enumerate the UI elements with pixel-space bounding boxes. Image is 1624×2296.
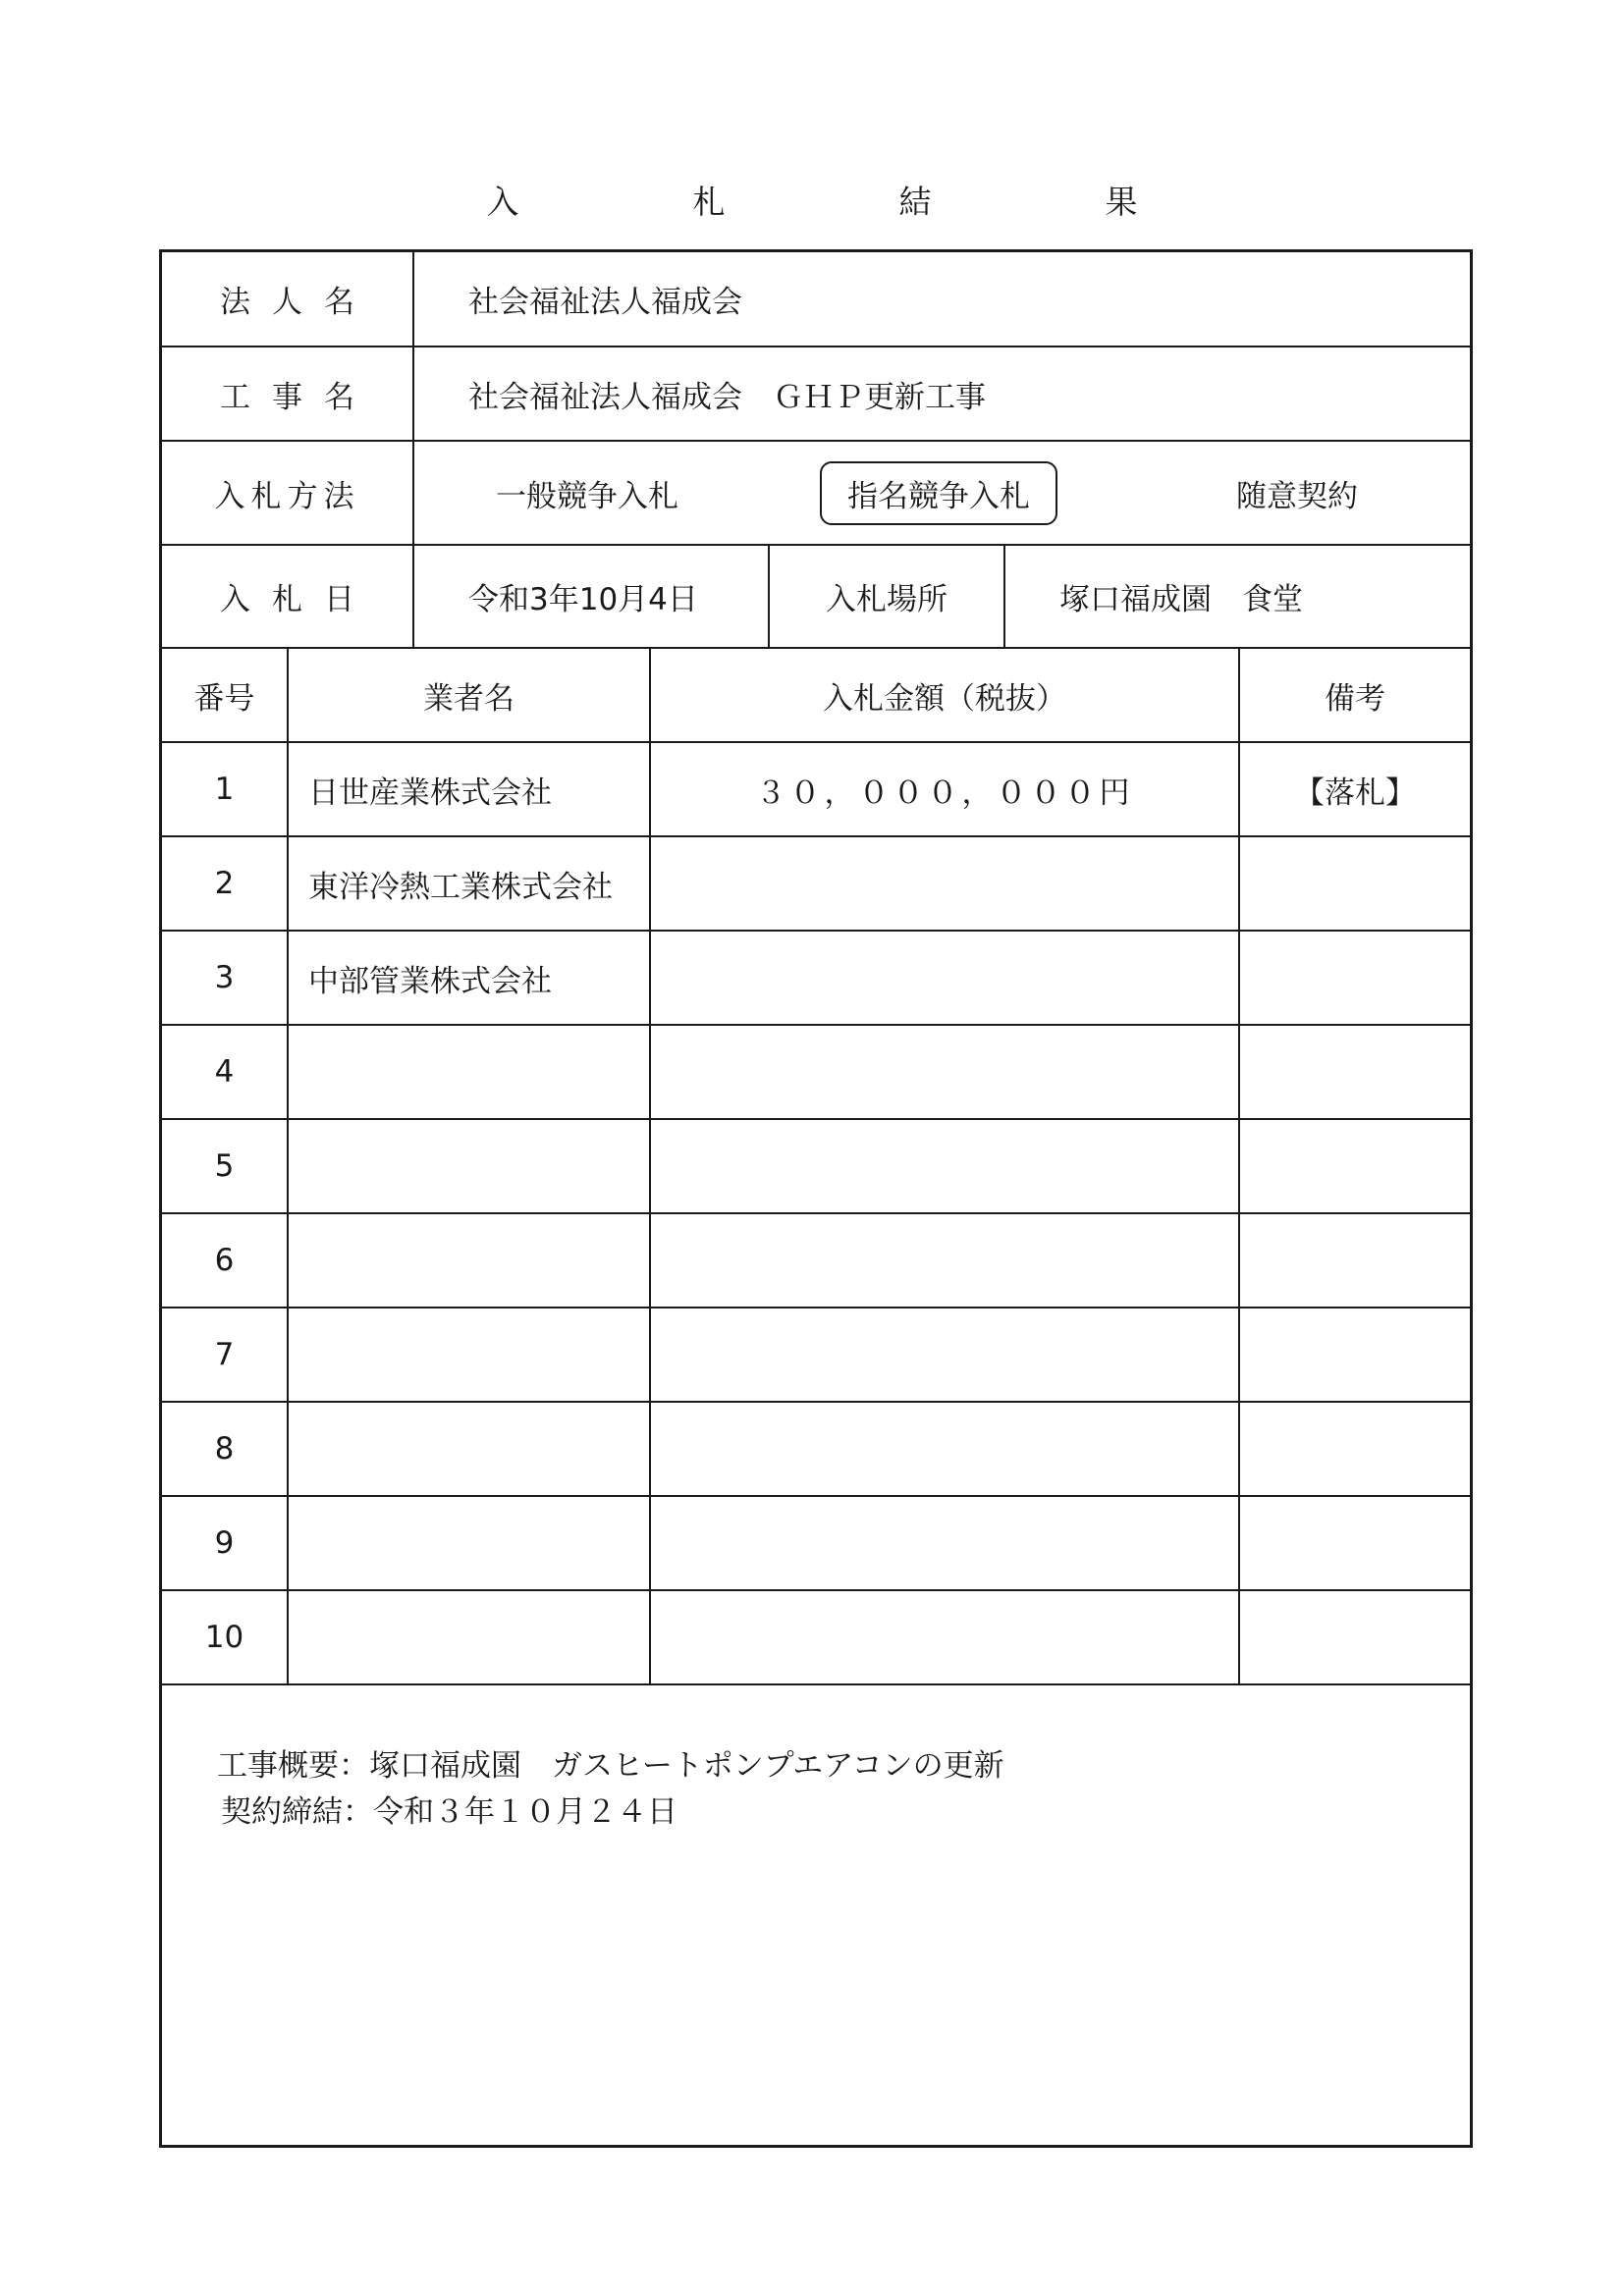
row-amount: [651, 1591, 1240, 1683]
project-summary: 工事概要：塚口福成園 ガスヒートポンプエアコンの更新: [217, 1748, 1004, 1784]
row-no: 6: [162, 1214, 289, 1307]
row-no: 7: [162, 1308, 289, 1401]
table-row: [162, 1026, 1470, 1120]
row-amount: [651, 932, 1240, 1024]
method-option-designated: [820, 442, 1057, 544]
row-company: [289, 1308, 651, 1401]
title-char: 結: [898, 182, 932, 221]
place-label: 入札場所: [770, 546, 1005, 647]
row-amount: [651, 1120, 1240, 1212]
row-no: 9: [162, 1497, 289, 1589]
header-amount: 入札金額（税抜）: [651, 649, 1240, 741]
row-remarks: [1240, 932, 1470, 1024]
corporation-row: [162, 252, 1470, 347]
row-company: [289, 1214, 651, 1307]
project-value: 社会福祉法人福成会 ＧＨＰ更新工事: [468, 379, 986, 415]
row-no: 4: [162, 1026, 289, 1118]
project-row: [162, 347, 1470, 442]
row-company: [289, 1403, 651, 1495]
contract-date: 契約締結：令和３年１０月２４日: [221, 1794, 677, 1830]
table-row: [162, 1591, 1470, 1685]
row-company: [289, 1591, 651, 1683]
table-row: [162, 743, 1470, 837]
row-company: [289, 1026, 651, 1118]
row-company: 中部管業株式会社: [289, 932, 651, 1024]
table-row: [162, 1120, 1470, 1214]
method-label: 入札方法: [162, 442, 414, 544]
date-value: 令和3年10月4日: [414, 546, 770, 647]
row-remarks: [1240, 1591, 1470, 1683]
row-no: 8: [162, 1403, 289, 1495]
table-header: [162, 649, 1470, 743]
table-row: [162, 1403, 1470, 1497]
row-remarks: [1240, 1214, 1470, 1307]
place-value: 塚口福成園 食堂: [1059, 582, 1303, 617]
row-amount: [651, 1497, 1240, 1589]
project-label: 工事名: [162, 347, 414, 440]
row-no: 1: [162, 743, 289, 835]
row-amount: ３０，０００，０００円: [651, 743, 1240, 835]
row-remarks: [1240, 1497, 1470, 1589]
selected-method-marker: 指名競争入札: [820, 461, 1057, 525]
row-company: 日世産業株式会社: [289, 743, 651, 835]
date-row: [162, 546, 1470, 649]
bid-result-form: [159, 249, 1473, 2148]
table-row: [162, 1308, 1470, 1403]
row-remarks: [1240, 1026, 1470, 1118]
row-remarks: [1240, 1308, 1470, 1401]
table-row: [162, 932, 1470, 1026]
row-no: 2: [162, 837, 289, 930]
method-row: [162, 442, 1470, 546]
row-amount: [651, 1403, 1240, 1495]
corporation-label: 法人名: [162, 252, 414, 346]
title-char: 果: [1105, 182, 1138, 221]
row-no: 10: [162, 1591, 289, 1683]
row-amount: [651, 1308, 1240, 1401]
date-label: 入札日: [162, 546, 414, 647]
row-company: [289, 1120, 651, 1212]
corporation-value: 社会福祉法人福成会: [468, 285, 742, 320]
table-row: [162, 1214, 1470, 1308]
row-amount: [651, 837, 1240, 930]
method-option-negotiated: 随意契約: [1236, 478, 1358, 514]
document-title: [0, 175, 1624, 224]
row-remarks: 【落札】: [1294, 774, 1416, 811]
row-no: 5: [162, 1120, 289, 1212]
row-remarks: [1240, 837, 1470, 930]
row-amount: [651, 1026, 1240, 1118]
header-company: 業者名: [289, 649, 651, 741]
header-no: 番号: [162, 649, 289, 741]
row-remarks: [1240, 1403, 1470, 1495]
method-option-general: 一般競争入札: [496, 478, 678, 514]
row-remarks: [1240, 1120, 1470, 1212]
row-company: 東洋冷熱工業株式会社: [289, 837, 651, 930]
header-remarks: 備考: [1325, 680, 1385, 717]
row-no: 3: [162, 932, 289, 1024]
title-char: 入: [486, 182, 519, 221]
title-char: 札: [692, 182, 726, 221]
row-company: [289, 1497, 651, 1589]
table-row: [162, 1497, 1470, 1591]
table-row: [162, 837, 1470, 932]
row-amount: [651, 1214, 1240, 1307]
